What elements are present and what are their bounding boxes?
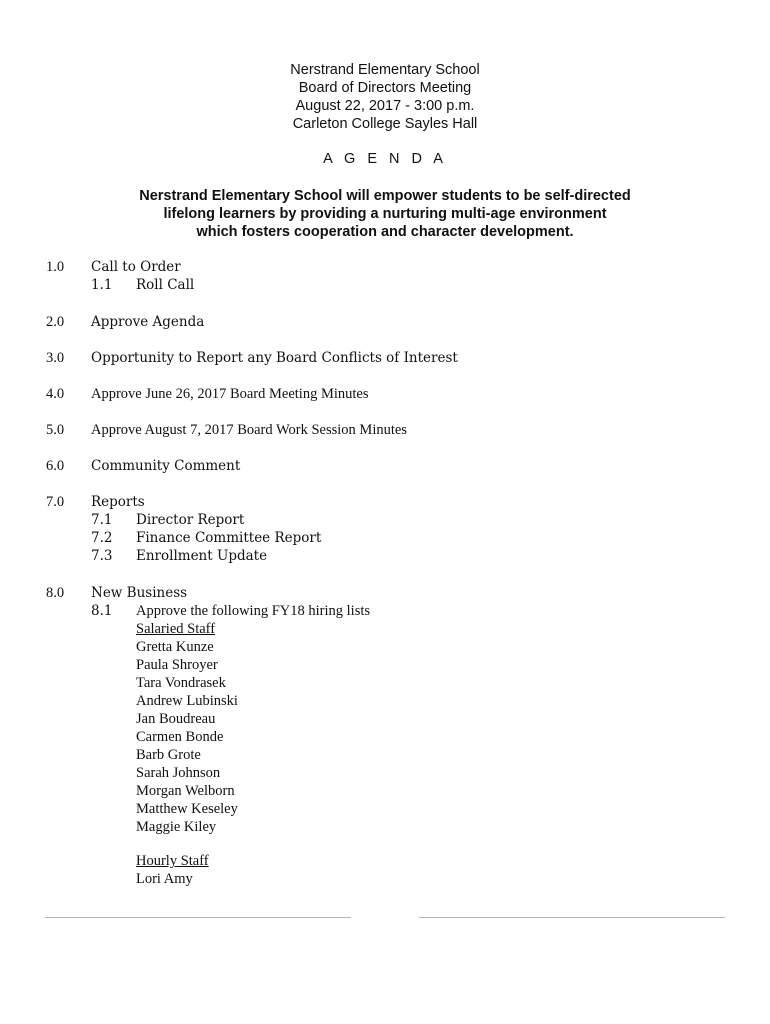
item-number: 6.0 [46,458,65,474]
mission-line: which fosters cooperation and character development. [196,224,574,240]
meeting-location: Carleton College Sayles Hall [292,116,478,132]
item-text: Community Comment [91,458,241,474]
staff-name: Sarah Johnson [136,765,221,781]
staff-name: Barb Grote [136,747,201,763]
item-number: 4.0 [46,386,65,402]
staff-name: Carmen Bonde [136,729,224,745]
item-number: 7.0 [46,494,65,510]
hourly-staff-list [136,852,209,888]
mission-line: lifelong learners by providing a nurturing multi-age environment [163,206,607,222]
item-text: Opportunity to Report any Board Conflicts of Interest [91,350,458,366]
item-text: Approve August 7, 2017 Board Work Session Minutes [91,422,407,438]
staff-name: Matthew Keseley [136,801,238,817]
meeting-name: Board of Directors Meeting [298,80,472,96]
staff-name: Maggie Kiley [136,819,217,835]
agenda-title: A G E N D A [323,151,447,167]
staff-name: Morgan Welborn [136,783,235,799]
item-text: Call to Order [91,259,181,275]
subitem-text: Enrollment Update [136,548,268,564]
meeting-datetime: August 22, 2017 - 3:00 p.m. [295,98,475,114]
signature-line-left [45,917,351,918]
item-text: Approve June 26, 2017 Board Meeting Minutes [91,386,369,402]
subitem-number: 8.1 [91,603,113,619]
salaried-staff-heading: Salaried Staff [136,621,216,637]
item-text: Reports [91,494,145,510]
mission-statement [0,187,770,241]
subitem-text: Director Report [136,512,245,528]
school-name: Nerstrand Elementary School [290,62,480,78]
subitem-number: 7.1 [91,512,113,528]
subitem-text: Approve the following FY18 hiring lists [136,603,371,619]
item-number: 1.0 [46,259,65,275]
staff-name: Paula Shroyer [136,657,218,673]
hourly-staff-heading: Hourly Staff [136,853,209,869]
signature-line-right [419,917,725,918]
item-number: 3.0 [46,350,65,366]
staff-name: Jan Boudreau [136,711,216,727]
subitem-text: Roll Call [136,277,195,293]
subitem-number: 7.2 [91,530,113,546]
item-number: 8.0 [46,585,65,601]
mission-line: Nerstrand Elementary School will empower students to be self-directed [139,188,631,204]
subitem-number: 1.1 [91,277,113,293]
item-text: Approve Agenda [91,314,205,330]
staff-name: Gretta Kunze [136,639,214,655]
item-number: 5.0 [46,422,65,438]
salaried-staff-list [136,620,238,836]
item-text: New Business [91,585,188,601]
staff-name: Tara Vondrasek [136,675,226,691]
subitem-text: Finance Committee Report [136,530,322,546]
staff-name: Andrew Lubinski [136,693,238,709]
item-number: 2.0 [46,314,65,330]
staff-name: Lori Amy [136,871,193,887]
document-header [0,61,770,133]
subitem-number: 7.3 [91,548,113,564]
